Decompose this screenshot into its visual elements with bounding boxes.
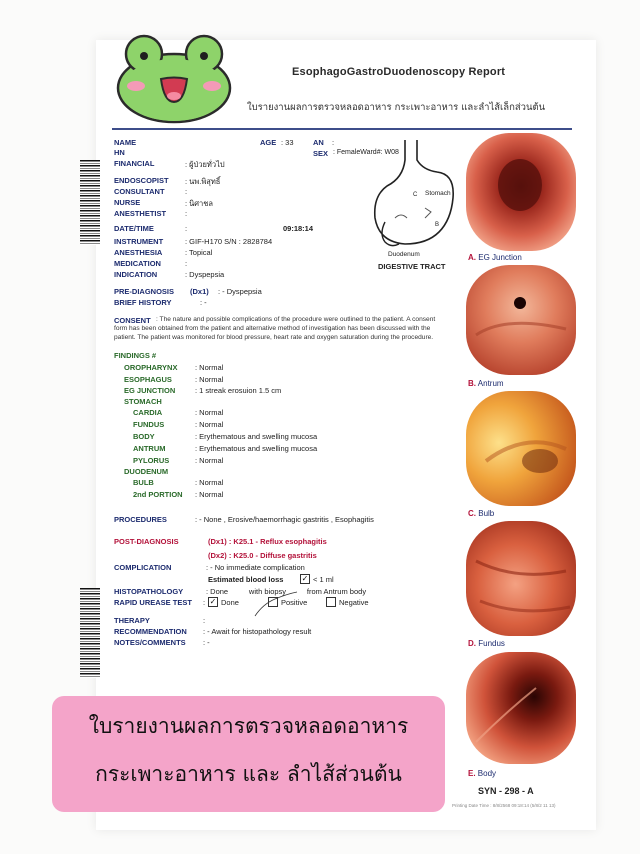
urease-negative-checkbox[interactable]: [326, 597, 336, 607]
notes-label: NOTES/COMMENTS: [114, 638, 186, 647]
body-value: : Erythematous and swelling mucosa: [195, 432, 318, 441]
consent-line-2: form has been obtained from the patient and alternative method of investigation has been discussed with the: [114, 325, 431, 332]
postdiagnosis-dx2: (Dx2) : K25.0 - Diffuse gastritis: [208, 551, 317, 560]
report-title: EsophagoGastroDuodenoscopy Report: [292, 66, 506, 78]
digestive-tract-diagram: [365, 138, 460, 256]
findings-heading: FINDINGS #: [114, 351, 157, 360]
antrum-value: : Erythematous and swelling mucosa: [195, 444, 318, 453]
prediagnosis-label: PRE-DIAGNOSIS: [114, 287, 175, 296]
oropharynx-label: OROPHARYNX: [124, 363, 178, 372]
cardia-label: CARDIA: [133, 408, 163, 417]
pylorus-label: PYLORUS: [133, 456, 170, 465]
urease-done-checkbox[interactable]: ✓: [209, 597, 217, 606]
therapy-value: :: [203, 616, 206, 625]
procedures-label: PROCEDURES: [114, 515, 167, 524]
sex-label: SEX: [313, 149, 329, 158]
egjunction-label: EG JUNCTION: [124, 386, 176, 395]
pen-mark-icon: [253, 590, 299, 618]
banner-line-2: กระเพาะอาหาร และ ลำไส้ส่วนต้น: [95, 762, 402, 786]
name-label: NAME: [114, 138, 137, 147]
endoscopy-image-antrum: [466, 265, 576, 375]
diagram-caption: DIGESTIVE TRACT: [378, 262, 446, 271]
urease-label: RAPID UREASE TEST: [114, 598, 192, 607]
postdiagnosis-dx1: (Dx1) : K25.1 - Reflux esophagitis: [208, 537, 327, 546]
hn-label: HN: [114, 148, 125, 157]
anesthetist-value: :: [185, 209, 188, 218]
bulb-value: : Normal: [195, 478, 224, 487]
barcode-bottom: [80, 588, 100, 678]
banner-line-1: ใบรายงานผลการตรวจหลอดอาหาร: [88, 714, 409, 738]
sex-value: : FemaleWard#: W08: [333, 149, 399, 156]
frog-sticker-icon: [112, 30, 236, 125]
stomach-label: STOMACH: [124, 397, 162, 406]
duodenum-diagram-label: Duodenum: [388, 251, 420, 258]
indication-label: INDICATION: [114, 270, 158, 279]
image-caption-a: A. EG Junction: [468, 253, 522, 262]
financial-value: : ผู้ป่วยทั่วไป: [185, 160, 225, 169]
duodenum-label: DUODENUM: [124, 467, 169, 476]
age-label: AGE: [260, 138, 277, 147]
blood-loss-label: Estimated blood loss: [208, 575, 284, 584]
instrument-value: : GIF-H170 S/N : 2828784: [185, 237, 273, 246]
cardia-value: : Normal: [195, 408, 224, 417]
age-value: : 33: [281, 138, 294, 147]
consultant-value: :: [185, 187, 188, 196]
esophagus-value: : Normal: [195, 375, 224, 384]
endoscopy-image-eg-junction: [466, 133, 576, 251]
endoscopy-image-fundus: [466, 521, 576, 636]
bulb-label: BULB: [133, 478, 154, 487]
urease-colon: :: [203, 598, 206, 607]
consent-label: CONSENT: [114, 316, 151, 325]
an-label: AN: [313, 138, 324, 147]
endoscopy-image-bulb: [466, 391, 576, 506]
nurse-label: NURSE: [114, 198, 141, 207]
urease-negative-label: Negative: [339, 598, 369, 607]
urease-positive-label: Positive: [281, 598, 308, 607]
svg-text:B: B: [435, 222, 440, 228]
datetime-value: :: [185, 224, 188, 233]
histopathology-label: HISTOPATHOLOGY: [114, 587, 184, 596]
recommendation-value: : - Await for histopathology result: [203, 627, 312, 636]
time-value: 09:18:14: [283, 224, 314, 233]
anesthesia-value: : Topical: [185, 248, 213, 257]
consent-line-3: patient. The patient was monitored for blood pressure, heart rate and oxygen saturation during the procedure.: [114, 334, 434, 341]
instrument-label: INSTRUMENT: [114, 237, 164, 246]
second-portion-value: : Normal: [195, 490, 224, 499]
history-label: BRIEF HISTORY: [114, 298, 172, 307]
urease-done-label: Done: [221, 598, 239, 607]
blood-loss-value: < 1 ml: [313, 575, 334, 584]
syn-code: SYN - 298 - A: [478, 786, 534, 796]
egjunction-value: : 1 streak erosuion 1.5 cm: [195, 386, 282, 395]
second-portion-label: 2nd PORTION: [133, 490, 183, 499]
stomach-diagram-label: Stomach: [425, 190, 451, 197]
complication-label: COMPLICATION: [114, 563, 172, 572]
histopathology-value: : Done with biopsy from Antrum body: [206, 587, 367, 596]
indication-value: : Dyspepsia: [185, 270, 225, 279]
oropharynx-value: : Normal: [195, 363, 224, 372]
blood-loss-checkbox[interactable]: ✓: [301, 574, 309, 583]
image-caption-b: B. Antrum: [468, 379, 504, 388]
consent-line-1: : The nature and possible complications of the procedure were outlined to the patient. A consent: [156, 316, 436, 323]
fundus-label: FUNDUS: [133, 420, 165, 429]
anesthetist-label: ANESTHETIST: [114, 209, 167, 218]
image-caption-d: D. Fundus: [468, 639, 505, 648]
endoscopist-value: : นพ.พิสุทธิ์: [185, 177, 221, 186]
therapy-label: THERAPY: [114, 616, 150, 625]
consultant-label: CONSULTANT: [114, 187, 165, 196]
print-datetime: Printing Date Time : 8/8/2568 09:18:14 (5/8/2 11 13): [452, 803, 556, 808]
fundus-value: : Normal: [195, 420, 224, 429]
body-label: BODY: [133, 432, 155, 441]
report-subtitle: ใบรายงานผลการตรวจหลอดอาหาร กระเพาะอาหาร และลำไส้เล็กส่วนต้น: [247, 102, 546, 113]
postdiagnosis-label: POST-DIAGNOSIS: [114, 537, 179, 546]
antrum-label: ANTRUM: [133, 444, 166, 453]
endoscopy-image-body: [466, 652, 576, 764]
medication-value: :: [185, 259, 188, 268]
title-divider: [112, 128, 572, 130]
esophagus-label: ESOPHAGUS: [124, 375, 172, 384]
notes-value: : -: [203, 638, 210, 647]
prediagnosis-value: : - Dyspepsia: [218, 287, 262, 296]
thai-caption-banner: [52, 696, 445, 812]
svg-text:C: C: [413, 192, 418, 198]
prediagnosis-code: (Dx1): [190, 287, 209, 296]
image-caption-c: C. Bulb: [468, 509, 495, 518]
history-value: : -: [200, 298, 207, 307]
complication-value: : - No immediate complication: [206, 563, 305, 572]
barcode-top: [80, 160, 100, 245]
pylorus-value: : Normal: [195, 456, 224, 465]
image-caption-e: E. Body: [468, 769, 497, 778]
endoscopist-label: ENDOSCOPIST: [114, 176, 169, 185]
datetime-label: DATE/TIME: [114, 224, 154, 233]
anesthesia-label: ANESTHESIA: [114, 248, 163, 257]
an-value: :: [332, 138, 335, 147]
medication-label: MEDICATION: [114, 259, 161, 268]
nurse-value: : นิศาชล: [185, 199, 213, 208]
recommendation-label: RECOMMENDATION: [114, 627, 187, 636]
procedures-value: : - None , Erosive/haemorrhagic gastritis , Esophagitis: [195, 515, 374, 524]
financial-label: FINANCIAL: [114, 159, 155, 168]
